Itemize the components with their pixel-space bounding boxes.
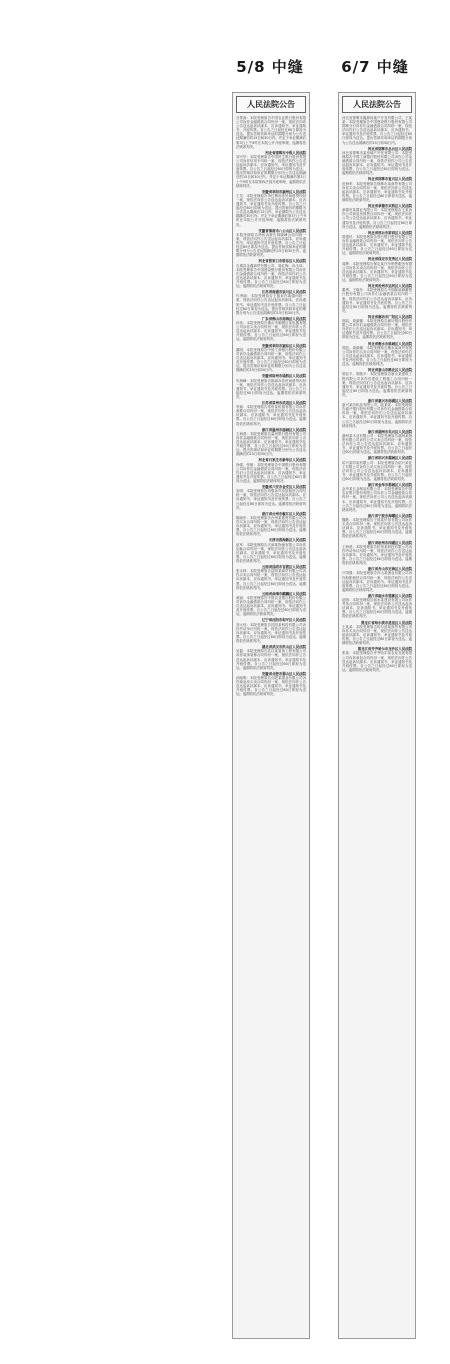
court-name: 河北省邯郸市复兴区人民法院 [367,177,412,182]
notice-text: 张某：本院受理原告齐齐哈尔某农业发展有限公司诉你承包合同纠纷一案，现依法向你公告送达起诉状副本、应诉通知书、举证通知书及开庭传票。自公告之日起经过60日即视为送达。逾期将依法缺席判决。 [342,651,412,672]
notice-text: 代秀丽：本院受理原告王振诉你离婚纠纷一案，现依法向你公告送达起诉状副本、应诉通知书、举证通知书及开庭传票。自公告之日起经过60日即视为送达。提出答辩状和举证的期限分别为公告送达期满后的15日和30日内。 [236,294,306,315]
notice-text: 朱海峰：本院受理原告陈丽诉你民间借贷纠纷一案，现依法向你公告送达起诉状副本、应诉通知书、举证通知书及开庭传票。自公告之日起经过60日即视为送达。逾期将依法缺席判决。 [236,378,306,399]
court-notice [236,229,306,258]
notice-text: 谷景涛：本院受理原告中国农业银行股份有限公司诉你金融借款合同纠纷一案，现依法向你公告送达起诉状副本、应诉通知书、举证通知书、开庭传票。自公告之日起经过60日即视为送达。提出答辩状和举证的期限分别为公告送达期满后的15日和30日内。并定于举证期满后第3日上午9时在本院公开开庭审理，逾期将依法缺席判决。 [236,116,306,149]
court-notice [236,485,306,510]
court-name: 江苏省常州市武进区人民法院 [261,400,306,405]
notice-text: 孙晓明：本院受理原告合肥某置业有限公司诉你商品房买卖合同纠纷一案，现依法向你公告送达起诉状副本、应诉通知书、举证通知书及开庭传票。自公告之日起经过60日即视为送达。逾期将依法缺席判决。 [236,675,306,697]
notice-text: 刘大伟：本院受理原告沈阳某科技有限公司诉你劳动争议纠纷一案，现依法向你公告送达起诉状副本、应诉通知书、举证通知书及开庭传票。自公告之日起经过60日即视为送达。逾期将依法缺席判决。 [236,622,306,644]
court-notice [342,177,412,202]
court-name: 浙江省绍兴市越城区人民法院 [367,456,412,461]
notice-text: 孙伟：本院受理原告佛山市顺德区某电器有限公司诉你买卖合同纠纷一案，现依法向你公告送达起诉状副本、应诉通知书、举证通知书及开庭传票。自公告之日起经过60日即视为送达。逾期将依法缺席判决。 [236,321,306,342]
court-name: 云南省曲靖市麒麟区人民法院 [261,591,306,596]
court-name: 安徽省六安市金安区人民法院 [261,485,306,490]
court-notice [236,618,306,643]
notice-text: 王龙：本院受理原告李红梅诉你民间借贷纠纷一案，现依法向你公告送达起诉状副本、应诉通知书、举证通知书及开庭传票。自公告之日起经过60日即视为送达。提出答辩状的期限为公告送达期满后15日内，举证期限为公告送达期满后30日内。并定于举证期满后第3日上午9时在本院公开开庭审理，逾期将依法缺席判决。 [236,193,306,227]
court-notice [342,514,412,539]
court-notice [342,284,412,313]
court-notice [342,368,412,397]
notice-text: 嘉兴某纺织品有限公司、陆某某：本院受理原告嘉兴银行股份有限公司诉你们金融借款合同纠纷一案，现依法向你们公告送达起诉状副本、应诉通知书、举证通知书及开庭传票。自公告之日起经过60日即视为送达。逾期将依法缺席判决。 [342,403,412,428]
notice-text: 魏胜：本院受理原告宁波某贸易有限公司诉你买卖合同纠纷一案，现依法向你公告送达起诉状副本、应诉通知书、举证通知书及开庭传票。自公告之日起经过60日即视为送达。逾期将依法缺席判决。 [342,518,412,539]
court-name: 黑龙江省齐齐哈尔市龙沙区人民法院 [357,647,412,652]
court-name: 浙江省舟山市定海区人民法院 [367,567,412,572]
notice-text: 胡建民：本院受理原告邢台银行股份有限公司诉你金融借款合同纠纷一案，现依法向你公告送达起诉状副本、应诉通知书、举证通知书及开庭传票。自公告之日起经过60日即视为送达。逾期将依法缺席判决。 [342,234,412,256]
court-notice [236,458,306,483]
court-notice [342,315,412,340]
column-title-left: 5/8 中缝 [236,58,304,76]
court-notice [342,456,412,481]
notice-text: 董明：本院受理原告中国工商银行股份有限公司诉你金融借款合同纠纷一案，现依法向你公告送达起诉状副本、应诉通知书、举证通知书及开庭传票。自公告之日起经过60日即视为送达。提出答辩状和举证的期限分别为公告送达期满后的15日和30日内。 [236,347,306,373]
notice-text: 绍兴某印染有限公司：本院受理原告绍兴某化工有限公司诉你公司买卖合同纠纷一案，现依法向你公司公告送达起诉状副本、应诉通知书、举证通知书及开庭传票。自公告之日起经过60日即视为送达。逾期将依法缺席判决。 [342,460,412,481]
notice-text: 赵军：本院受理原告天津某物流有限公司诉你运输合同纠纷一案，现依法向你公告送达起诉状副本、应诉通知书、举证通知书及开庭传票。自公告之日起经过60日即视为送达。逾期将依法缺席判决。 [236,542,306,563]
notice-text: 黄丽：本院受理原告中国农业银行股份有限公司诉你金融借款合同纠纷一案，现依法向你公告送达起诉状副本、应诉通知书、举证通知书及开庭传票。自公告之日起经过60日即视为送达。逾期将依法缺席判决。 [236,595,306,617]
court-name: 河北省沧州市运河区人民法院 [367,284,412,289]
court-name: 辽宁省沈阳市和平区人民法院 [261,618,306,623]
court-notice [236,645,306,670]
notice-text: 湖州某木业有限公司：本院受理原告湖州某物资有限公司诉你公司买卖合同纠纷一案，现依法向你公司公告送达起诉状副本、应诉通知书、举证通知书及开庭传票。自公告之日起经过60日即视为送达。逾期将依法缺席判决。 [342,433,412,455]
court-notice [236,428,306,457]
notice-text: 赵刚：本院受理原告丽水某建设有限公司诉你劳务合同纠纷一案，现依法向你公告送达起诉状副本、应诉通知书、举证通知书及开庭传票。自公告之日起经过60日即视为送达。逾期将依法缺席判决。 [342,598,412,619]
notice-text: 卢国强：本院受理原告舟山某渔业有限公司诉你船舶租赁合同纠纷一案，现依法向你公告送达起诉状副本、应诉通知书、举证通知书及开庭传票。自公告之日起经过60日即视为送达。逾期将依法缺席判决。 [342,571,412,592]
court-name: 安徽省宿州市埇桥区人民法院 [261,374,306,379]
column-header: 人民法院公告 [236,96,306,113]
court-name: 河北省衡水市桃城区人民法院 [367,341,412,346]
court-notice [342,147,412,176]
notice-text: 陈晓东：本院受理原告台州某建材有限公司诉你买卖合同纠纷一案，现依法向你公告送达起诉状副本、应诉通知书、举证通知书及开庭传票。自公告之日起经过60日即视为送达。逾期将依法缺席判决。 [236,515,306,537]
court-name: 河北省廊坊市广阳区人民法院 [367,314,412,319]
notice-text: 郭凯、周丽娜：本院受理原告衡水某商贸有限公司诉你们买卖合同纠纷一案，现依法向你们公告送达起诉状副本、应诉通知书、举证通知书及开庭传票。自公告之日起经过60日即视为送达。逾期将依法缺席判决。 [342,345,412,367]
court-name: 浙江省嘉兴市南湖区人民法院 [367,398,412,403]
court-notice [236,565,306,590]
court-notice [236,259,306,288]
notice-list [235,116,307,696]
court-name: 天津市滨海新区人民法院 [268,538,306,543]
court-name: 江苏省南通市崇川区人民法院 [261,290,306,295]
notice-text: 郭凯、周丽娜：本院受理原告廊坊银行股份有限公司诉你们金融借款合同纠纷一案，现依法向你们公告送达起诉状副本、应诉通知书、举证通知书及开庭传票。自公告之日起经过60日即视为送达。逾期将依法缺席判决。 [342,319,412,340]
court-notice [236,592,306,617]
court-name: 河北省保定市竞秀区人民法院 [367,257,412,262]
court-notice [342,594,412,619]
court-name: 浙江省金华市婺城区人民法院 [367,483,412,488]
notice-text: 宋明：本院受理原告刘强诉你房屋租赁合同纠纷一案，现依法向你公告送达起诉状副本、应诉通知书、举证通知书及开庭传票。自公告之日起经过60日即视为送达。逾期将依法缺席判决。 [236,489,306,510]
court-name: 湖北省武汉市洪山区人民法院 [261,645,306,650]
court-notice [342,342,412,367]
court-name: 河北省张家口市桥东区人民法院 [258,259,306,264]
court-name: 河北省石家庄市新华区人民法院 [258,458,306,463]
column-header: 人民法院公告 [342,96,412,113]
court-name: 河北省邯郸市中级人民法院 [265,150,306,155]
court-notice [236,538,306,563]
court-name: 浙江省杭州市西湖区人民法院 [367,540,412,545]
court-name: 安徽省阜阳市颍州区人民法院 [261,189,306,194]
newspaper-column-left [232,92,310,1339]
court-notice [236,290,306,315]
court-notice [342,204,412,229]
court-notice [236,401,306,426]
notice-text: 李斌：本院受理原告常州某机械有限公司诉你承揽合同纠纷一案，现依法向你公告送达起诉状副本、应诉通知书、举证通知书及开庭传票。自公告之日起经过60日即视为送达。逾期将依法缺席判决。 [236,405,306,426]
court-notice [236,374,306,399]
court-notice [342,567,412,592]
column-title-right: 6/7 中缝 [341,58,409,76]
newspaper-column-right [338,92,416,1339]
notice-text: 金华某五金制品有限公司：本院受理原告中国农业银行股份有限公司诉你公司金融借款合同纠纷一案，现依法向你公司公告送达起诉状副本、应诉通知书、举证通知书及开庭传票。自公告之日起经过60日即视为送达。逾期将依法缺席判决。 [342,487,412,512]
notice-text: 刘兴华：本院受理原告中国民生银行股份有限公司诉你信用卡纠纷一案，现依法向你公告送达起诉状副本、应诉通知书、举证通知书及开庭传票。自公告之日起经过60日即视为送达。提出答辩状和举证的期限分别为公告送达期满后的15日和30日内，并定于举证期满后第3日上午9时在本院第四法庭开庭审理，逾期将依法缺席判决。 [236,154,306,188]
notice-text: 河北省邯郸市鑫源房地产开发有限公司、王某某：本院受理原告中国建设银行股份有限公司邯郸分行诉你们金融借款合同纠纷一案，现依法向你们公告送达起诉状副本、应诉通知书、举证通知书及开庭传票。自公告之日起经过60日即视为送达。提出答辩状和举证的期限分别为公告送达期满后的15日和30日内。 [342,116,412,145]
notice-text: 胡亚平、胡继平：本院受理原告唐山某建筑工程有限公司诉你们建设工程施工合同纠纷一案，现依法向你们公告送达起诉状副本、应诉通知书、举证通知书及开庭传票。自公告之日起经过60日即视为送达。逾期将依法缺席判决。 [342,372,412,397]
court-name: 河北省承德市双桥区人民法院 [367,204,412,209]
court-notice [342,231,412,256]
court-name: 河北省邢台市桥西区人民法院 [367,230,412,235]
notice-text: 吴磊：本院受理原告武汉某装饰工程有限公司诉你装饰装修合同纠纷一案，现依法向你公告送达起诉状副本、应诉通知书、举证通知书及开庭传票。自公告之日起经过60日即视为送达。逾期将依法缺席判决。 [236,649,306,670]
court-notice [236,116,306,149]
court-name: 浙江省湖州市吴兴区人民法院 [367,429,412,434]
court-notice [342,647,412,672]
notice-text: 本院受理原告徐伟诉被告林晓峰合同纠纷一案，现依法向你公告送达起诉状副本、应诉通知书、举证通知书及开庭传票。自公告之日起经过60日即视为送达。提出答辩状和举证的期限分别为公告送达期满后的15日和30日内。逾期将依法缺席判决。 [236,232,306,258]
court-notice [236,190,306,227]
notice-text: 徐强、张敏：本院受理原告中国银行股份有限公司诉你们金融借款合同纠纷一案，现依法向你们公告送达起诉状副本、应诉通知书、举证通知书及开庭传票。自公告之日起经过60日即视为送达。逾期将依法缺席判决。 [236,462,306,483]
court-notice [236,512,306,537]
court-notice [342,116,412,145]
court-name: 广东省佛山市南海区人民法院 [261,316,306,321]
court-notice [342,621,412,646]
court-name: 浙江省宁波市海曙区人民法院 [367,513,412,518]
court-notice [236,151,306,188]
court-name: 安徽省淮南市八公山区人民法院 [258,228,306,233]
notice-text: 张永林：本院受理原告昆明某商贸有限公司诉你买卖合同纠纷一案，现依法向你公告送达起诉状副本、应诉通知书、举证通知书及开庭传票。自公告之日起经过60日即视为送达。逾期将依法缺席判决。 [236,569,306,590]
court-notice [236,317,306,342]
court-notice [342,483,412,512]
notice-list [341,116,413,672]
notice-text: 董勇、王晓东：本院受理原告中国邮政储蓄银行股份有限公司诉你们金融借款合同纠纷一案，现依法向你们公告送达起诉状副本、应诉通知书、举证通知书及开庭传票。自公告之日起经过60日即视为送达。逾期将依法缺席判决。 [342,288,412,313]
court-name: 河北省邯郸市丛台区人民法院 [367,146,412,151]
notice-text: 王海燕：本院受理原告温州银行股份有限公司诉你金融借款合同纠纷一案，现依法向你公告送达起诉状副本、应诉通知书、举证通知书及开庭传票。自公告之日起经过60日即视为送达。提出答辩状和举证的期限分别为公告送达期满后的15日和30日内。 [236,431,306,457]
court-notice [342,399,412,428]
court-name: 安徽省阜阳市颍东区人民法院 [261,343,306,348]
notice-text: 周辉：本院受理原告保定某汽车销售服务有限公司诉你买卖合同纠纷一案，现依法向你公告送达起诉状副本、应诉通知书、举证通知书及开庭传票。自公告之日起经过60日即视为送达。逾期将依法缺席判决。 [342,261,412,283]
court-name: 浙江省台州市椒江区人民法院 [261,511,306,516]
court-name: 浙江省丽水市莲都区人民法院 [367,593,412,598]
court-notice [236,672,306,697]
court-notice [342,257,412,282]
court-name: 河北省唐山市路北区人民法院 [367,368,412,373]
notice-text: 王海燕：本院受理原告杭州某科技有限公司诉你劳动争议纠纷一案，现依法向你公告送达起诉状副本、应诉通知书、举证通知书及开庭传票。自公告之日起经过60日即视为送达。逾期将依法缺席判决。 [342,544,412,566]
notice-text: 石城县金鑫商贸有限公司、周红梅、孙玉凤：本院受理原告中国建设银行股份有限公司诉你们金融借款合同纠纷一案，现依法向你们公告送达起诉状副本、应诉通知书、举证通知书及开庭传票。自公告之日起经过60日即视为送达。逾期将依法缺席判决。 [236,263,306,289]
notice-text: 河北省邯郸市某房地产开发有限公司：本院受理原告中国工商银行股份有限公司诉你公司金融借款合同纠纷一案，现依法向你公司公告送达起诉状副本、应诉通知书、举证通知书及开庭传票。自公告之日起经过60日即视为送达。逾期将依法缺席判决。 [342,150,412,176]
notice-text: 承德市某置业有限公司：本院受理原告王某诉你公司商品房预售合同纠纷一案，现依法向你公司公告送达起诉状副本、应诉通知书、举证通知书及开庭传票。自公告之日起经过60日即视为送达。逾期将依法缺席判决。 [342,208,412,229]
court-name: 黑龙江省哈尔滨市道里区人民法院 [361,620,412,625]
court-notice [342,541,412,566]
court-notice [236,344,306,373]
court-name: 安徽省合肥市蜀山区人民法院 [261,671,306,676]
court-name: 浙江省温州市鹿城区人民法院 [261,427,306,432]
notice-text: 田海军：本院受理原告邯郸市某商贸有限公司诉你买卖合同纠纷一案，现依法向你公告送达起诉状副本、应诉通知书、举证通知书及开庭传票。自公告之日起经过60日即视为送达。逾期将依法缺席判决。 [342,181,412,202]
court-name: 云南省昆明市官渡区人民法院 [261,565,306,570]
notice-text: 王某某：本院受理原告哈尔滨某商贸有限公司诉你买卖合同纠纷一案，现依法向你公告送达起诉状副本、应诉通知书、举证通知书及开庭传票。自公告之日起经过60日即视为送达。逾期将依法缺席判决。 [342,624,412,646]
court-notice [342,430,412,455]
